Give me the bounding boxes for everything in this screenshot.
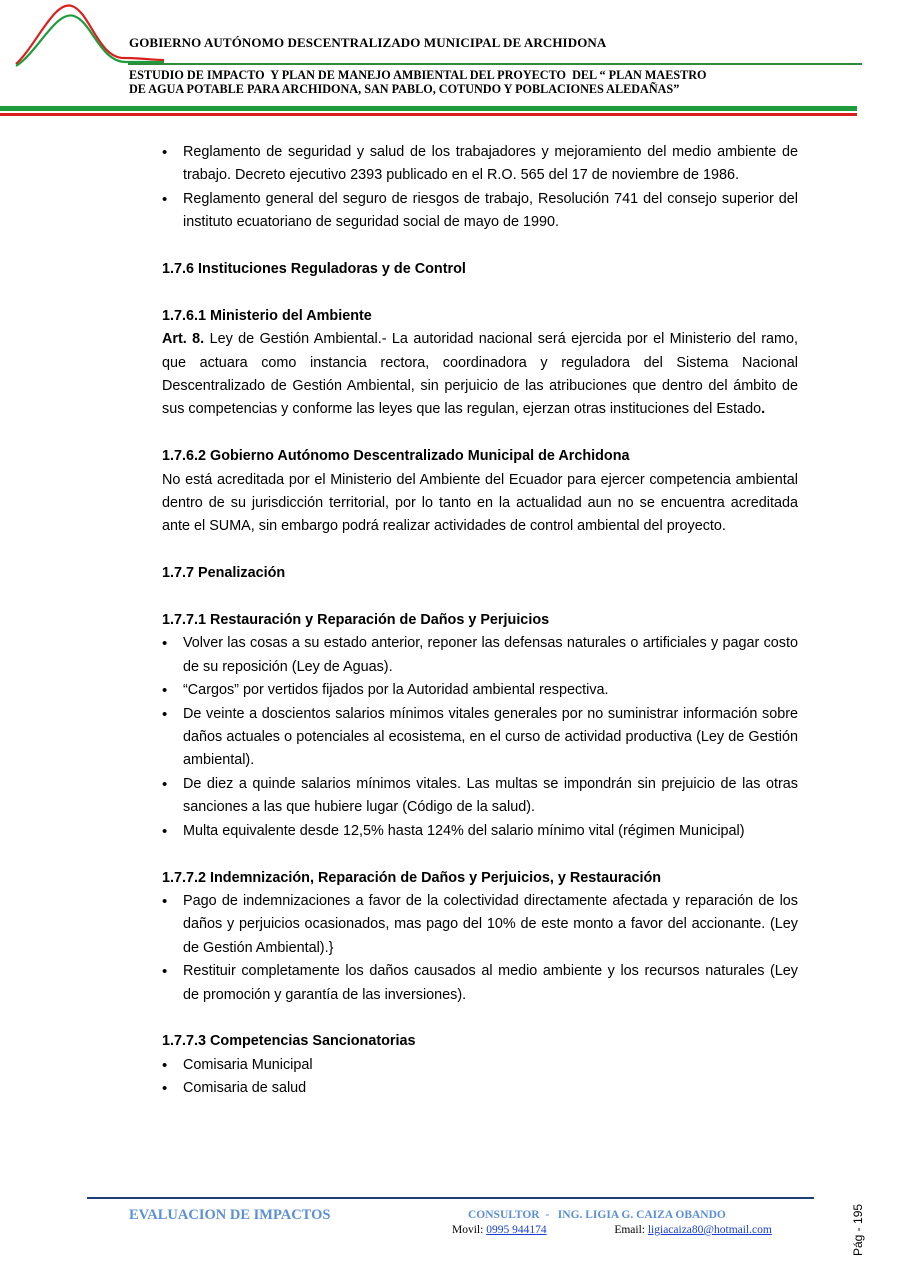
section-heading-1-7-7-2: 1.7.7.2 Indemnización, Reparación de Daños y Perjuicios, y Restauración bbox=[162, 869, 662, 886]
competencias-bullet-list bbox=[162, 1054, 798, 1101]
page-number: Pág - 195 bbox=[851, 1203, 865, 1256]
header-subtitle-line-2: DE AGUA POTABLE PARA ARCHIDONA, SAN PABLO, COTUNDO Y POBLACIONES ALEDAÑAS” bbox=[129, 82, 680, 96]
list-item: • Multa equivalente desde 12,5% hasta 124% del salario mínimo vital (régimen Municipal) bbox=[162, 820, 798, 843]
indemnizacion-bullet-list bbox=[162, 890, 798, 1007]
header-red-bar bbox=[0, 113, 857, 116]
email-link[interactable]: ligiacaiza80@hotmail.com bbox=[647, 1224, 772, 1236]
header-divider bbox=[128, 63, 862, 65]
list-item: • Comisaria Municipal bbox=[162, 1054, 798, 1077]
list-item: • De diez a quinde salarios mínimos vitales. Las multas se impondrán sin prejuicio de las otras sanciones a las que hubiere lugar (Código de la salud). bbox=[162, 773, 798, 820]
paragraph-gad-archidona: No está acreditada por el Ministerio del Ambiente del Ecuador para ejercer competencia ambiental dentro de su jurisdicción territorial, por lo tanto en la actualidad aun no se encuentra acreditada ante el SUMA, sin embargo podrá realizar actividades de control ambiental del proyecto. bbox=[162, 471, 798, 535]
movil-label: Movil: bbox=[452, 1224, 487, 1236]
list-item: • Pago de indemnizaciones a favor de la colectividad directamente afectada y reparación de los daños y perjuicios ocasionados, mas pago del 10% de este monto a favor del accionante. (Ley de Gestión Ambiental).} bbox=[162, 890, 798, 960]
footer-consultor: CONSULTOR - ING. LIGIA G. CAIZA OBANDO bbox=[468, 1209, 726, 1221]
section-heading-1-7-6-1: 1.7.6.1 Ministerio del Ambiente bbox=[162, 307, 372, 324]
section-heading-1-7-7: 1.7.7 Penalización bbox=[162, 565, 286, 582]
list-item: • Reglamento de seguridad y salud de los trabajadores y mejoramiento del medio ambiente de trabajo. Decreto ejecutivo 2393 publicado en el R.O. 565 del 17 de noviembre de 1986. bbox=[162, 141, 798, 188]
list-item: • Restituir completamente los daños causados al medio ambiente y los recursos naturales (Ley de promoción y garantía de las inversiones). bbox=[162, 960, 798, 1007]
paragraph-art-8 bbox=[162, 328, 802, 422]
header-subtitle bbox=[129, 68, 829, 96]
header-subtitle-line-1: ESTUDIO DE IMPACTO Y PLAN DE MANEJO AMBIENTAL DEL PROYECTO DEL “ PLAN MAESTRO bbox=[129, 68, 707, 82]
phone-link[interactable]: 0995 944174 bbox=[486, 1224, 547, 1236]
list-item: • “Cargos” por vertidos fijados por la Autoridad ambiental respectiva. bbox=[162, 679, 798, 702]
section-heading-1-7-6-2: 1.7.6.2 Gobierno Autónomo Descentralizado Municipal de Archidona bbox=[162, 448, 630, 465]
section-heading-1-7-7-3: 1.7.7.3 Competencias Sancionatorias bbox=[162, 1033, 416, 1050]
document-body bbox=[162, 141, 802, 1101]
list-item: • De veinte a doscientos salarios mínimos vitales generales por no suministrar información sobre daños actuales o potenciales al ecosistema, en el curso de actividad productiva (Ley de Gestión ambiental). bbox=[162, 703, 798, 773]
restauracion-bullet-list bbox=[162, 632, 798, 843]
footer-contact bbox=[452, 1224, 792, 1236]
list-item: • Volver las cosas a su estado anterior, reponer las defensas naturales o artificiales y pagar costo de su reposición (Ley de Aguas). bbox=[162, 632, 798, 679]
intro-bullet-list bbox=[162, 141, 798, 235]
section-heading-1-7-7-1: 1.7.7.1 Restauración y Reparación de Daños y Perjuicios bbox=[162, 612, 550, 629]
list-item: • Reglamento general del seguro de riesgos de trabajo, Resolución 741 del consejo superior del instituto ecuatoriano de seguridad social de mayo de 1990. bbox=[162, 188, 798, 235]
footer-divider bbox=[87, 1197, 814, 1199]
municipal-logo-icon bbox=[14, 0, 164, 68]
email-label: Email: bbox=[614, 1224, 648, 1236]
section-heading-1-7-6: 1.7.6 Instituciones Reguladoras y de Control bbox=[162, 261, 466, 278]
art-8-end: . bbox=[761, 401, 766, 418]
header-title: GOBIERNO AUTÓNOMO DESCENTRALIZADO MUNICIPAL DE ARCHIDONA bbox=[129, 35, 607, 50]
art-8-text: Ley de Gestión Ambiental.- La autoridad nacional será ejercida por el Ministerio del ramo, que actuara como instancia rectora, coordinadora y reguladora del Sistema Nacional Descentralizado de Gestión Ambiental, sin perjuicio de las atribuciones que dentro del ámbito de sus competencias y conforme las leyes que las regulan, ejerzan otras instituciones del Estado bbox=[162, 331, 802, 418]
art-label: Art. 8. bbox=[162, 331, 205, 348]
footer-section-title: EVALUACION DE IMPACTOS bbox=[129, 1207, 331, 1223]
list-item: • Comisaria de salud bbox=[162, 1077, 798, 1100]
